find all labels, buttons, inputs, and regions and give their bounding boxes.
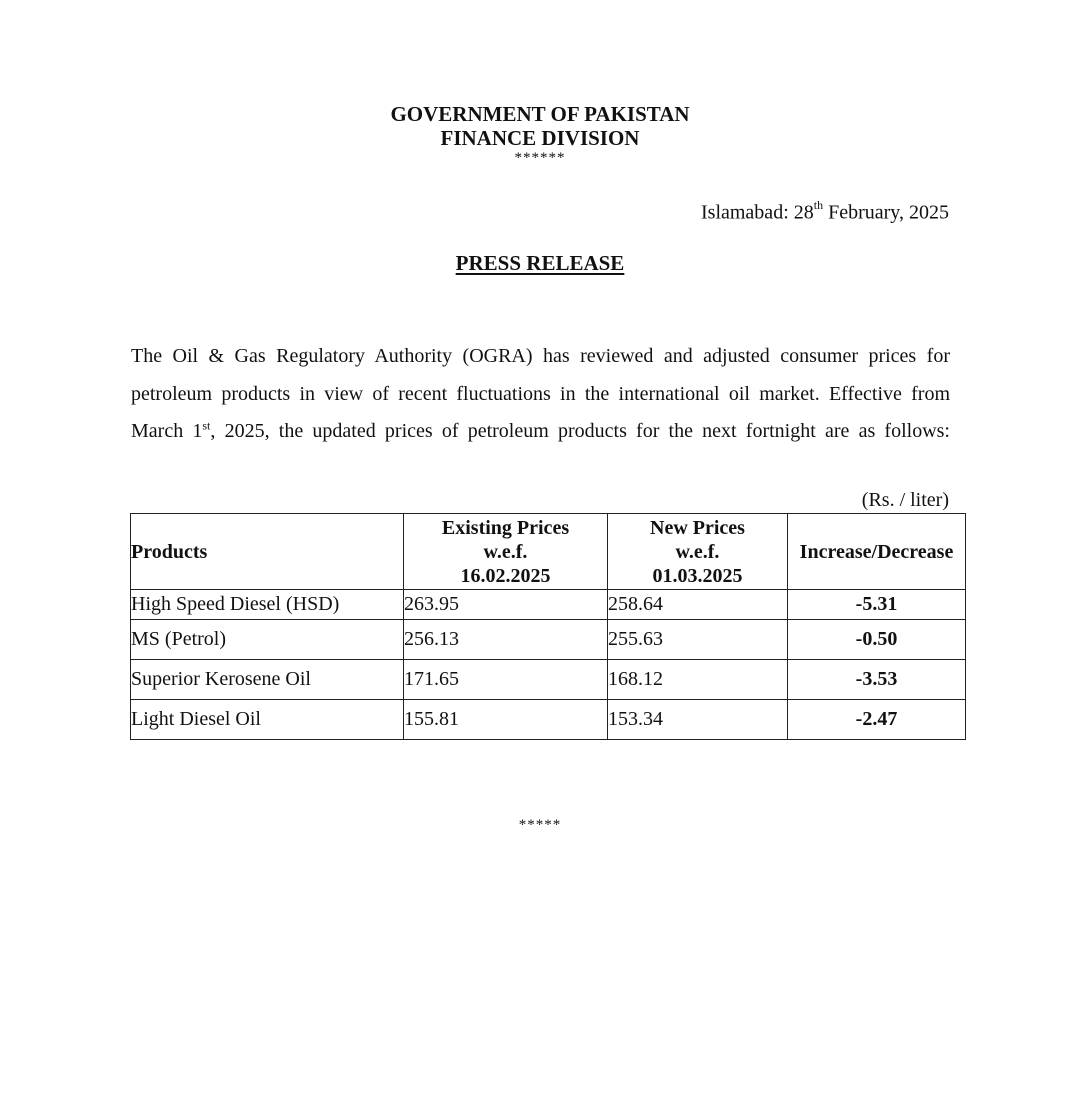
header-existing-date: 16.02.2025 — [460, 564, 551, 587]
table-row — [131, 590, 966, 620]
body-line-2: petroleum products in view of recent fluctuations in the international oil market. Effective from — [131, 382, 950, 405]
header-division: FINANCE DIVISION — [440, 126, 640, 150]
dateline-place-day: Islamabad: 28 — [701, 201, 814, 224]
document-title — [0, 251, 1080, 276]
table-row — [131, 620, 966, 660]
cell-product: MS (Petrol) — [131, 620, 404, 660]
header-government: GOVERNMENT OF PAKISTAN — [390, 102, 690, 126]
cell-existing-price: 263.95 — [404, 590, 608, 620]
header-new-date: 01.03.2025 — [652, 564, 743, 587]
body-date-rest: , 2025, the updated prices of petroleum products for the next fortnight are as follows: — [210, 420, 950, 442]
header-new-label: New Prices — [650, 516, 745, 539]
header-increase-decrease: Increase/Decrease — [788, 514, 966, 590]
press-release-title: PRESS RELEASE — [455, 251, 625, 275]
price-table — [130, 513, 966, 740]
cell-product: Light Diesel Oil — [131, 700, 404, 740]
cell-existing-price: 256.13 — [404, 620, 608, 660]
header-new-wef: w.e.f. — [675, 540, 720, 563]
dateline-day-suffix: th — [813, 198, 824, 212]
unit-note: (Rs. / liter) — [861, 489, 949, 511]
cell-new-price: 258.64 — [608, 590, 788, 620]
body-line-3 — [131, 413, 950, 451]
cell-change: -0.50 — [788, 620, 966, 660]
body-line-1: The Oil & Gas Regulatory Authority (OGRA) has reviewed and adjusted consumer prices for — [131, 345, 950, 367]
header-products: Products — [131, 514, 404, 590]
header-existing-wef: w.e.f. — [483, 540, 528, 563]
body-date-suffix: st — [202, 418, 211, 433]
header-existing-label: Existing Prices — [441, 516, 570, 539]
cell-new-price: 168.12 — [608, 660, 788, 700]
dateline — [701, 200, 949, 225]
body-date-prefix: March 1 — [131, 420, 203, 442]
footer-separator: ***** — [518, 817, 562, 833]
cell-change: -2.47 — [788, 700, 966, 740]
cell-product: High Speed Diesel (HSD) — [131, 590, 404, 620]
cell-new-price: 153.34 — [608, 700, 788, 740]
header-new-prices — [608, 514, 788, 590]
header-existing-prices — [404, 514, 608, 590]
cell-product: Superior Kerosene Oil — [131, 660, 404, 700]
table-row — [131, 660, 966, 700]
table-header-row — [131, 514, 966, 590]
header-separator: ****** — [514, 150, 566, 166]
cell-change: -3.53 — [788, 660, 966, 700]
cell-new-price: 255.63 — [608, 620, 788, 660]
table-row — [131, 700, 966, 740]
body-paragraph — [131, 338, 950, 451]
dateline-month-year: February, 2025 — [823, 201, 949, 224]
cell-existing-price: 171.65 — [404, 660, 608, 700]
cell-existing-price: 155.81 — [404, 700, 608, 740]
cell-change: -5.31 — [788, 590, 966, 620]
